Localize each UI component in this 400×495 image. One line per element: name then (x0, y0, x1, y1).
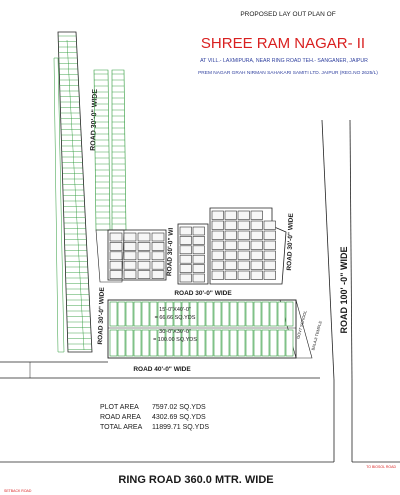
plot-cell (180, 265, 192, 273)
plot-cell (118, 302, 125, 326)
plot-cell (246, 302, 253, 326)
road-area-value: 4302.69 SQ.YDS (152, 414, 206, 421)
plot-cell (118, 330, 125, 356)
plot-cell (138, 271, 150, 279)
plot-cell (110, 233, 122, 241)
plot-cell (254, 330, 261, 356)
plot-cell (110, 242, 122, 250)
road-area-label: ROAD AREA (100, 414, 141, 421)
central-plots (110, 227, 205, 282)
plot-cell (166, 302, 173, 326)
plot-cell (142, 302, 149, 326)
plot-cell (225, 241, 237, 250)
plot-cell (251, 231, 263, 240)
plot-cell (264, 261, 276, 270)
plot-area-value: 7597.02 SQ.YDS (152, 404, 206, 411)
road-30-left-top-label: ROAD 30'-0" WIDE (89, 88, 100, 151)
plot-cell (150, 330, 157, 356)
road-40-label: ROAD 40'-0" WIDE (133, 366, 191, 373)
plot-cell (190, 330, 197, 356)
plot-cell (180, 227, 192, 235)
plot-cell (264, 221, 276, 230)
plot-cell (206, 330, 213, 356)
plot-cell (214, 330, 221, 356)
plot-cell (264, 231, 276, 240)
plot-cell (110, 261, 122, 269)
plot-cell (152, 271, 164, 279)
plot-cell (193, 246, 205, 254)
total-area-label: TOTAL AREA (100, 424, 143, 431)
plot-cell (180, 236, 192, 244)
title-society: PREM NAGAR GRAH NIRMAN SAHAKARI SAMITI LTD. JAIPUR (REG.NO 2625/L) (198, 71, 378, 76)
bottom-plots (110, 302, 293, 356)
plot-cell (190, 302, 197, 326)
plot-cell (286, 330, 293, 356)
plot-cell (251, 241, 263, 250)
plot-cell (238, 271, 250, 280)
plot-cell (212, 211, 224, 220)
plot-cell (225, 231, 237, 240)
plot-cell (126, 330, 133, 356)
plot-cell (152, 233, 164, 241)
plot-cell (270, 302, 277, 326)
plot-cell (230, 302, 237, 326)
road-100-right-edge (350, 120, 352, 380)
plot-cell (251, 211, 263, 220)
plot-cell (238, 211, 250, 220)
plot-cell (193, 255, 205, 263)
plot-cell (251, 221, 263, 230)
plot-cell (262, 330, 269, 356)
plot-cell (254, 302, 261, 326)
plot-cell (212, 271, 224, 280)
plot-cell (264, 271, 276, 280)
plot-cell (212, 241, 224, 250)
plot-cell (251, 271, 263, 280)
plot-cell (270, 330, 277, 356)
plot-cell (251, 261, 263, 270)
plot-cell (238, 302, 245, 326)
plot-cell (142, 330, 149, 356)
plot-cell (152, 252, 164, 260)
plot-cell (225, 261, 237, 270)
title-location: AT VILL.- LAXMIPURA, NEAR RING ROAD TEH.- SANGANER, JAIPUR (200, 58, 368, 64)
plot-cell (238, 241, 250, 250)
plot-cell (251, 251, 263, 260)
plot-cell (225, 221, 237, 230)
balaji-temple-label: BALAJI TEMPLE (310, 320, 323, 351)
road-100-label: ROAD 100' -0" WIDE (339, 246, 349, 334)
plot-cell (124, 252, 136, 260)
ring-road-label: RING ROAD 360.0 MTR. WIDE (118, 474, 274, 486)
plot-cell (124, 233, 136, 241)
plot-cell (110, 330, 117, 356)
plot-cell (278, 302, 285, 326)
plot-cell (138, 252, 150, 260)
plot-cell (286, 302, 293, 326)
plot-cell (246, 330, 253, 356)
plot-cell (222, 330, 229, 356)
road-30-left-low-label: ROAD 30'-0" WIDE (97, 287, 106, 345)
plot-cell (150, 302, 157, 326)
plot-cell (174, 302, 181, 326)
plot-cell (138, 242, 150, 250)
plot-cell (222, 302, 229, 326)
plot-cell (264, 251, 276, 260)
plot-cell (110, 271, 122, 279)
plot-cell (138, 261, 150, 269)
plot-cell (206, 302, 213, 326)
plot-cell (238, 251, 250, 260)
plot-cell (193, 227, 205, 235)
plot-area-label-2: = 100.00 SQ.YDS (153, 337, 197, 343)
plot-cell (134, 302, 141, 326)
plot-size-label-2: 30'-0"X30'-0" (159, 329, 191, 335)
plot-cell (152, 242, 164, 250)
plot-cell (212, 261, 224, 270)
plot-cell (124, 261, 136, 269)
road-30-horizontal-label: ROAD 30'-0" WIDE (174, 290, 232, 297)
plot-cell (238, 330, 245, 356)
title-line1: PROPOSED LAY OUT PLAN OF (240, 11, 336, 18)
plot-area-label-1: = 66.66 SQ.YDS (154, 315, 196, 321)
road-30-right-label: ROAD 30'-0" WIDE (286, 213, 295, 271)
plot-cell (238, 261, 250, 270)
plot-cell (180, 246, 192, 254)
plot-size-label-1: 15'-0"X40'-0" (159, 307, 191, 313)
plot-cell (180, 274, 192, 282)
plot-cell (198, 330, 205, 356)
total-area-value: 11899.71 SQ.YDS (152, 424, 210, 431)
plot-cell (110, 252, 122, 260)
govt-school-label: GOVT SCHOOL (295, 309, 308, 340)
plot-cell (152, 261, 164, 269)
plot-cell (198, 302, 205, 326)
plot-cell (126, 302, 133, 326)
title-name: SHREE RAM NAGAR- II (200, 35, 366, 52)
plot-cell (193, 274, 205, 282)
plot-cell (110, 302, 117, 326)
plot-area-label: PLOT AREA (100, 404, 139, 411)
plot-cell (225, 271, 237, 280)
road-100-left-edge (322, 120, 334, 380)
plot-cell (124, 242, 136, 250)
plot-cell (225, 251, 237, 260)
plot-cell (180, 255, 192, 263)
road-30-vertical-mid-label: ROAD 30'-0" WI (166, 227, 175, 277)
plot-cell (264, 241, 276, 250)
plot-cell (278, 330, 285, 356)
plot-cell (238, 231, 250, 240)
right-plots (212, 211, 276, 280)
plot-cell (230, 330, 237, 356)
plot-cell (182, 302, 189, 326)
plot-cell (214, 302, 221, 326)
plot-cell (193, 236, 205, 244)
plot-cell (212, 231, 224, 240)
plot-cell (212, 221, 224, 230)
plot-cell (193, 265, 205, 273)
plot-cell (225, 211, 237, 220)
plot-cell (262, 302, 269, 326)
plot-cell (134, 330, 141, 356)
corner-note-left: SETBACK ROAD (4, 489, 32, 493)
plot-cell (158, 302, 165, 326)
plot-cell (138, 233, 150, 241)
plot-cell (124, 271, 136, 279)
plot-cell (212, 251, 224, 260)
plot-cell (238, 221, 250, 230)
corner-note-right: TO BIOSOL ROAD (366, 465, 396, 469)
